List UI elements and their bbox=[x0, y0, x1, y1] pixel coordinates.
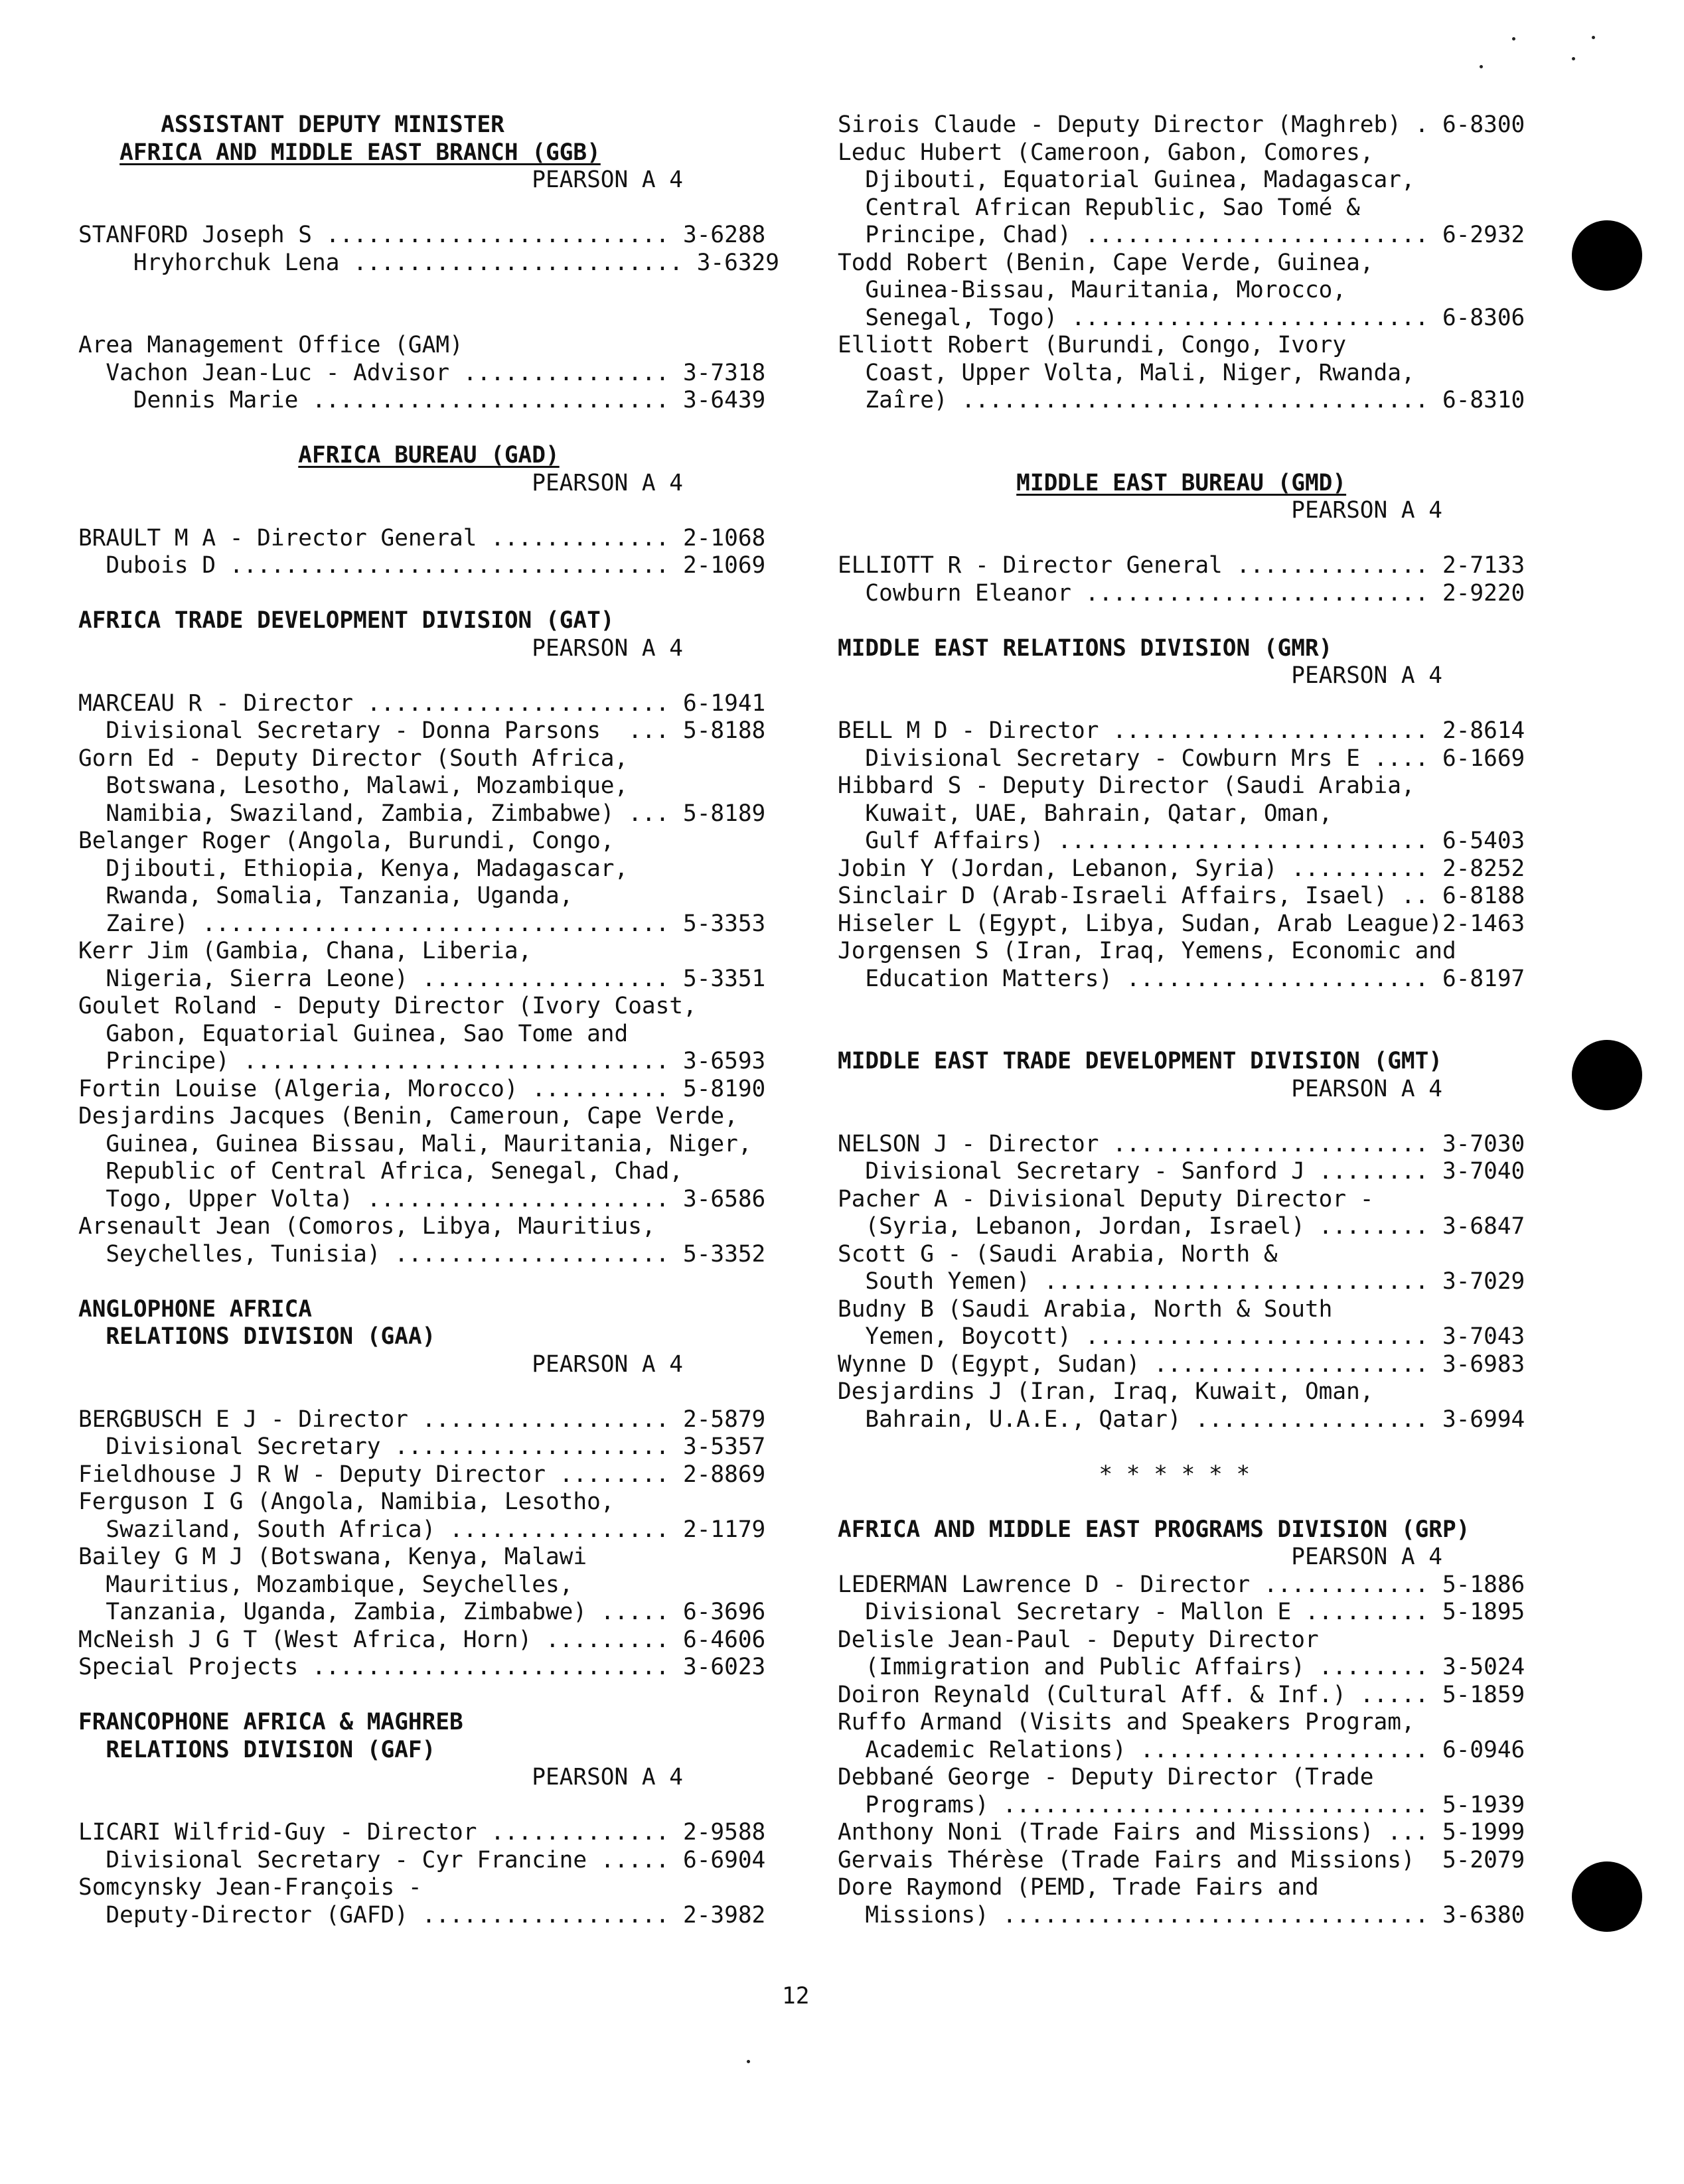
directory-line: Botswana, Lesotho, Malawi, Mozambique, bbox=[78, 772, 629, 799]
blank-line bbox=[838, 690, 1547, 718]
section-heading: MIDDLE EAST RELATIONS DIVISION (GMR) bbox=[838, 634, 1333, 662]
directory-line: Programs) ............................... 5-1939 bbox=[838, 1791, 1525, 1818]
directory-line: PEARSON A 4 bbox=[78, 167, 684, 193]
directory-line: Namibia, Swaziland, Zambia, Zimbabwe) ... 5-8189 bbox=[78, 800, 766, 827]
directory-line: NELSON J - Director ....................... 3-7030 bbox=[838, 1130, 1525, 1157]
directory-line: Divisional Secretary .................... 3-5357 bbox=[78, 1433, 766, 1460]
directory-line: Ruffo Armand (Visits and Speakers Program, bbox=[838, 1709, 1415, 1735]
directory-line: Guinea-Bissau, Mauritania, Morocco, bbox=[838, 277, 1347, 303]
directory-line: PEARSON A 4 bbox=[78, 1764, 684, 1790]
section-heading: RELATIONS DIVISION (GAF) bbox=[78, 1736, 436, 1763]
directory-line: LICARI Wilfrid-Guy - Director ............. 2-9588 bbox=[78, 1819, 766, 1846]
underlined-heading-text: MIDDLE EAST BUREAU (GMD) bbox=[1016, 469, 1347, 496]
scan-speck bbox=[1592, 36, 1595, 39]
directory-line: Desjardins Jacques (Benin, Cameroun, Cape Verde, bbox=[78, 1103, 738, 1129]
directory-line: ELLIOTT R - Director General .............. 2-7133 bbox=[838, 552, 1525, 579]
blank-line bbox=[78, 497, 782, 525]
section-heading: MIDDLE EAST TRADE DEVELOPMENT DIVISION (GMT) bbox=[838, 1048, 1443, 1074]
directory-line: Central African Republic, Sao Tomé & bbox=[838, 194, 1360, 221]
directory-line: Jorgensen S (Iran, Iraq, Yemens, Economic and bbox=[838, 938, 1456, 964]
directory-line: Rwanda, Somalia, Tanzania, Uganda, bbox=[78, 883, 574, 909]
directory-line: Divisional Secretary - Donna Parsons ... 5-8188 bbox=[78, 717, 766, 744]
directory-line: Tanzania, Uganda, Zambia, Zimbabwe) ..... 6-3696 bbox=[78, 1599, 766, 1625]
blank-line bbox=[838, 442, 1547, 470]
directory-line: Gulf Affairs) ........................... 6-5403 bbox=[838, 828, 1525, 854]
blank-line bbox=[78, 580, 782, 608]
directory-line: Education Matters) ...................... 6-8197 bbox=[838, 965, 1525, 992]
directory-line: Somcynsky Jean-François - bbox=[78, 1874, 422, 1901]
directory-line: Principe) ............................... 3-6593 bbox=[78, 1048, 766, 1074]
directory-line: Goulet Roland - Deputy Director (Ivory Coast, bbox=[78, 993, 697, 1019]
directory-line: Gabon, Equatorial Guinea, Sao Tome and bbox=[78, 1020, 629, 1047]
directory-line: BRAULT M A - Director General ............. 2-1068 bbox=[78, 524, 766, 551]
directory-line: Ferguson I G (Angola, Namibia, Lesotho, bbox=[78, 1489, 615, 1515]
directory-line: Divisional Secretary - Sanford J ........ 3-7040 bbox=[838, 1158, 1525, 1185]
left-column bbox=[78, 111, 782, 1929]
directory-line: Belanger Roger (Angola, Burundi, Congo, bbox=[78, 828, 615, 854]
punch-hole bbox=[1572, 220, 1642, 291]
section-heading: ANGLOPHONE AFRICA bbox=[78, 1295, 312, 1323]
blank-line bbox=[838, 525, 1547, 553]
blank-line bbox=[838, 993, 1547, 1021]
directory-line: Togo, Upper Volta) ...................... 3-6586 bbox=[78, 1185, 766, 1212]
blank-line bbox=[78, 194, 782, 222]
directory-line: Debbané George - Deputy Director (Trade bbox=[838, 1764, 1374, 1790]
page-number: 12 bbox=[782, 1983, 810, 2009]
directory-line: Area Management Office (GAM) bbox=[78, 332, 463, 358]
directory-line: Bahrain, U.A.E., Qatar) ................. 3-6994 bbox=[838, 1406, 1525, 1433]
directory-line: Pacher A - Divisional Deputy Director - bbox=[838, 1185, 1374, 1212]
blank-line bbox=[78, 662, 782, 690]
section-heading: AFRICA TRADE DEVELOPMENT DIVISION (GAT) bbox=[78, 607, 615, 634]
directory-line: Delisle Jean-Paul - Deputy Director bbox=[838, 1626, 1319, 1653]
directory-line: Missions) ............................... 3-6380 bbox=[838, 1901, 1525, 1929]
directory-line: Jobin Y (Jordan, Lebanon, Syria) .......... 2-8252 bbox=[838, 855, 1525, 882]
blank-line bbox=[78, 305, 782, 332]
directory-line: Republic of Central Africa, Senegal, Chad, bbox=[78, 1158, 684, 1185]
right-column bbox=[838, 111, 1547, 1929]
directory-line: Special Projects .......................... 3-6023 bbox=[78, 1654, 766, 1680]
directory-line: Hibbard S - Deputy Director (Saudi Arabia, bbox=[838, 772, 1415, 799]
directory-line: STANFORD Joseph S ......................... 3-6288 bbox=[78, 222, 766, 248]
directory-line: Zaire) .................................. 5-3353 bbox=[78, 910, 766, 937]
blank-line bbox=[78, 1792, 782, 1820]
directory-line: BERGBUSCH E J - Director .................. 2-5879 bbox=[78, 1406, 766, 1433]
scan-speck bbox=[747, 2060, 750, 2063]
scan-speck bbox=[1480, 65, 1483, 68]
directory-line: PEARSON A 4 bbox=[78, 634, 684, 662]
directory-line: Senegal, Togo) .......................... 6-8306 bbox=[838, 304, 1525, 331]
directory-line: PEARSON A 4 bbox=[78, 1350, 684, 1378]
directory-line: Djibouti, Equatorial Guinea, Madagascar, bbox=[838, 167, 1415, 193]
blank-line bbox=[838, 1103, 1547, 1131]
directory-line: Fortin Louise (Algeria, Morocco) .......... 5-8190 bbox=[78, 1075, 766, 1102]
blank-line bbox=[838, 1021, 1547, 1049]
directory-line: Djibouti, Ethiopia, Kenya, Madagascar, bbox=[78, 855, 629, 882]
directory-line: Hryhorchuk Lena ........................ 3-6329 bbox=[78, 249, 779, 276]
directory-line: Vachon Jean-Luc - Advisor ............... 3-7318 bbox=[78, 359, 766, 386]
directory-line: Anthony Noni (Trade Fairs and Missions) ... 5-1999 bbox=[838, 1819, 1525, 1846]
blank-line bbox=[78, 1268, 782, 1296]
underlined-heading-text: AFRICA AND MIDDLE EAST BRANCH (GGB) bbox=[119, 139, 601, 166]
directory-line: PEARSON A 4 bbox=[78, 469, 684, 496]
directory-line: (Syria, Lebanon, Jordan, Israel) ........ 3-6847 bbox=[838, 1213, 1525, 1240]
section-heading: FRANCOPHONE AFRICA & MAGHREB bbox=[78, 1709, 463, 1735]
directory-line: LEDERMAN Lawrence D - Director ............ 5-1886 bbox=[838, 1571, 1525, 1598]
directory-line: Academic Relations) ..................... 6-0946 bbox=[838, 1736, 1525, 1763]
directory-line: South Yemen) ............................ 3-7029 bbox=[838, 1268, 1525, 1295]
directory-line: Dennis Marie .......................... 3-6439 bbox=[78, 387, 766, 413]
section-heading: RELATIONS DIVISION (GAA) bbox=[78, 1323, 436, 1350]
directory-line: Gervais Thérèse (Trade Fairs and Missions) 5-2079 bbox=[838, 1846, 1525, 1873]
directory-line: Elliott Robert (Burundi, Congo, Ivory bbox=[838, 332, 1347, 358]
directory-line: Nigeria, Sierra Leone) .................. 5-3351 bbox=[78, 965, 766, 992]
blank-line bbox=[78, 277, 782, 305]
directory-line: Gorn Ed - Deputy Director (South Africa, bbox=[78, 745, 629, 772]
directory-line: Fieldhouse J R W - Deputy Director ........ 2-8869 bbox=[78, 1461, 766, 1488]
directory-line: PEARSON A 4 bbox=[838, 497, 1443, 524]
blank-line bbox=[838, 607, 1547, 635]
directory-line: McNeish J G T (West Africa, Horn) ......... 6-4606 bbox=[78, 1626, 766, 1653]
directory-line: Kerr Jim (Gambia, Chana, Liberia, bbox=[78, 938, 532, 964]
directory-line: Principe, Chad) ......................... 6-2932 bbox=[838, 222, 1525, 248]
section-heading bbox=[78, 139, 782, 167]
directory-line: BELL M D - Director ....................... 2-8614 bbox=[838, 717, 1525, 744]
blank-line bbox=[78, 1378, 782, 1406]
directory-line: Sinclair D (Arab-Israeli Affairs, Isael) .. 6-8188 bbox=[838, 883, 1525, 909]
blank-line bbox=[838, 1433, 1547, 1461]
directory-line: Swaziland, South Africa) ................ 2-1179 bbox=[78, 1516, 766, 1543]
directory-line: Doiron Reynald (Cultural Aff. & Inf.) ..... 5-1859 bbox=[838, 1681, 1525, 1708]
blank-line bbox=[838, 1489, 1547, 1516]
directory-line: Cowburn Eleanor ......................... 2-9220 bbox=[838, 579, 1525, 607]
directory-line: Seychelles, Tunisia) .................... 5-3352 bbox=[78, 1240, 766, 1268]
directory-line: Guinea, Guinea Bissau, Mali, Mauritania, Niger, bbox=[78, 1130, 752, 1157]
directory-line: Scott G - (Saudi Arabia, North & bbox=[838, 1240, 1278, 1268]
directory-line: (Immigration and Public Affairs) ........ 3-5024 bbox=[838, 1654, 1525, 1680]
blank-line bbox=[78, 1682, 782, 1710]
directory-line: Budny B (Saudi Arabia, North & South bbox=[838, 1295, 1333, 1323]
directory-line: Dore Raymond (PEMD, Trade Fairs and bbox=[838, 1874, 1319, 1901]
directory-line: PEARSON A 4 bbox=[838, 1075, 1443, 1102]
directory-line: Sirois Claude - Deputy Director (Maghreb) . 6-8300 bbox=[838, 111, 1525, 138]
directory-line: Dubois D ................................ 2-1069 bbox=[78, 552, 766, 579]
directory-line: Divisional Secretary - Cyr Francine ..... 6-6904 bbox=[78, 1846, 766, 1873]
directory-line: Yemen, Boycott) ......................... 3-7043 bbox=[838, 1323, 1525, 1350]
directory-line: Zaîre) .................................. 6-8310 bbox=[838, 387, 1525, 413]
blank-line bbox=[78, 415, 782, 443]
punch-hole bbox=[1572, 1040, 1642, 1110]
section-heading bbox=[78, 442, 782, 470]
section-heading: AFRICA AND MIDDLE EAST PROGRAMS DIVISION (GRP) bbox=[838, 1516, 1470, 1543]
scan-speck bbox=[1512, 37, 1515, 40]
punch-hole bbox=[1572, 1861, 1642, 1932]
directory-line: PEARSON A 4 bbox=[838, 1544, 1443, 1570]
directory-line: Arsenault Jean (Comoros, Libya, Mauritius, bbox=[78, 1213, 656, 1240]
directory-line: PEARSON A 4 bbox=[838, 662, 1443, 689]
directory-line: Hiseler L (Egypt, Libya, Sudan, Arab League)2-1463 bbox=[838, 910, 1525, 937]
directory-line: Desjardins J (Iran, Iraq, Kuwait, Oman, bbox=[838, 1378, 1374, 1405]
directory-line: Bailey G M J (Botswana, Kenya, Malawi bbox=[78, 1544, 587, 1570]
directory-line: Wynne D (Egypt, Sudan) .................... 3-6983 bbox=[838, 1350, 1525, 1378]
blank-line bbox=[838, 415, 1547, 443]
directory-line: Coast, Upper Volta, Mali, Niger, Rwanda, bbox=[838, 359, 1415, 386]
underlined-heading-text: AFRICA BUREAU (GAD) bbox=[298, 442, 560, 469]
directory-line: Mauritius, Mozambique, Seychelles, bbox=[78, 1571, 574, 1598]
directory-line: Deputy-Director (GAFD) .................. 2-3982 bbox=[78, 1901, 766, 1929]
directory-line: Divisional Secretary - Cowburn Mrs E .... 6-1669 bbox=[838, 745, 1525, 772]
directory-line: MARCEAU R - Director ...................... 6-1941 bbox=[78, 690, 766, 717]
directory-line: Divisional Secretary - Mallon E ......... 5-1895 bbox=[838, 1599, 1525, 1625]
directory-line: Leduc Hubert (Cameroon, Gabon, Comores, bbox=[838, 139, 1374, 166]
section-heading bbox=[838, 470, 1547, 498]
directory-line: * * * * * * bbox=[838, 1461, 1251, 1488]
section-heading: ASSISTANT DEPUTY MINISTER bbox=[78, 111, 504, 138]
directory-line: Kuwait, UAE, Bahrain, Qatar, Oman, bbox=[838, 800, 1333, 827]
directory-line: Todd Robert (Benin, Cape Verde, Guinea, bbox=[838, 249, 1374, 276]
scan-speck bbox=[1572, 57, 1575, 60]
